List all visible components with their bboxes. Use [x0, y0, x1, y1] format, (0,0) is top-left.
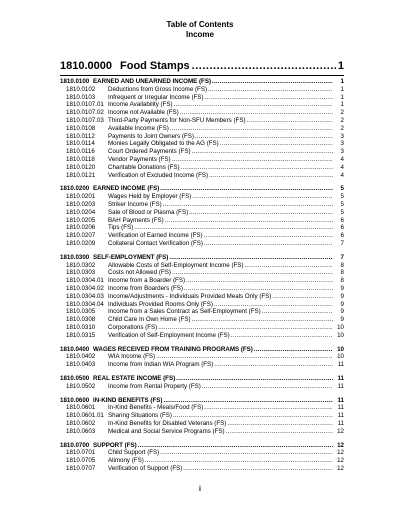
toc-subsection-entry[interactable] [66, 269, 344, 277]
entry-title: SUPPORT (FS) [93, 441, 137, 449]
entry-code: 1810.0603 [66, 427, 96, 435]
entry-page-number: 11 [337, 420, 344, 427]
entry-title: Vendor Payments (FS) [108, 156, 171, 163]
dot-leader [208, 86, 333, 94]
dot-leader [204, 232, 333, 240]
toc-subsection-entry[interactable] [66, 232, 344, 240]
entry-title: Wages Held by Employer (FS) [108, 193, 192, 201]
entry-title: Tips (FS) [108, 224, 134, 232]
entry-title: Income not Available (FS) [108, 109, 179, 117]
entry-title: Available Income (FS) [108, 124, 169, 132]
toc-section-entry[interactable] [60, 78, 344, 86]
main-entry-title: Food Stamps [120, 60, 190, 72]
entry-page-number: 2 [340, 124, 344, 132]
entry-code: 1810.0201 [66, 193, 96, 201]
toc-subsection-entry[interactable] [66, 209, 344, 217]
entry-title: Child Support (FS) [108, 449, 160, 457]
toc-subsection-entry[interactable] [66, 172, 344, 180]
entry-title: Verification of Support (FS) [108, 465, 183, 472]
entry-page-number: 3 [340, 140, 344, 148]
toc-subsection-entry[interactable] [66, 109, 344, 117]
entry-page-number: 9 [340, 308, 344, 316]
toc-subsection-entry[interactable] [66, 353, 344, 361]
toc-subsection-entry[interactable] [66, 449, 344, 457]
entry-page-number: 6 [340, 224, 344, 232]
toc-section-entry[interactable] [60, 397, 344, 405]
toc-subsection-entry[interactable] [66, 240, 344, 248]
toc-subtitle: Income [185, 30, 214, 39]
entry-code: 1810.0118 [66, 156, 95, 163]
dot-leader [212, 78, 333, 86]
dot-leader [192, 316, 333, 324]
toc-subsection-entry[interactable] [66, 140, 344, 148]
entry-page-number: 8 [340, 269, 344, 277]
entry-page-number: 5 [340, 185, 344, 193]
entry-code: 1810.0403 [66, 361, 96, 369]
entry-code: 1810.0107.02 [66, 109, 104, 117]
entry-title: REAL ESTATE INCOME (FS) [93, 375, 176, 382]
entry-code: 1810.0116 [66, 148, 95, 156]
entry-page-number: 9 [340, 285, 344, 292]
entry-page-number: 2 [340, 109, 344, 117]
main-entry-code: 1810.0000 [60, 60, 112, 72]
toc-title: Table of Contents [166, 20, 234, 29]
entry-page-number: 8 [340, 261, 344, 269]
dot-leader [158, 324, 333, 332]
entry-page-number: 11 [337, 412, 344, 420]
entry-code: 1810.0707 [66, 465, 96, 472]
entry-code: 1810.0100 [60, 78, 90, 85]
entry-code: 1810.0701 [66, 449, 96, 457]
entry-title: In-Kind Benefits for Disabled Veterans (FS) [108, 420, 227, 427]
entry-title: Charitable Donations (FS) [108, 163, 180, 171]
dot-leader [183, 465, 333, 473]
entry-code: 1810.0400 [60, 345, 90, 353]
entry-title: Collateral Contact Verification (FS) [108, 240, 203, 247]
entry-title: Deductions from Gross Income (FS) [108, 85, 208, 93]
entry-code: 1810.0103 [66, 93, 96, 101]
toc-section-entry[interactable] [60, 442, 344, 450]
entry-code: 1810.0107.01 [66, 101, 104, 109]
dot-leader [138, 442, 333, 450]
entry-title: Costs not Allowed (FS) [108, 269, 171, 277]
dot-leader [174, 101, 333, 109]
entry-title: Monies Legally Obligated to the AG (FS) [108, 140, 219, 148]
entry-title: Income/Adjustments - Individuals Provided Meals Only (FS) [108, 292, 272, 300]
dot-leader [176, 375, 333, 383]
toc-subsection-entry[interactable] [66, 101, 344, 109]
toc-subsection-entry[interactable] [66, 285, 344, 293]
entry-code: 1810.0205 [66, 216, 96, 224]
entry-page-number: 8 [340, 277, 344, 285]
entry-title: SELF-EMPLOYMENT (FS) [93, 253, 169, 261]
entry-code: 1810.0402 [66, 353, 96, 361]
entry-page-number: 11 [337, 404, 344, 412]
main-entry-page: 1 [337, 60, 344, 72]
entry-title: Income from Indian WIA Program (FS) [108, 361, 214, 369]
entry-code: 1810.0114 [66, 140, 95, 148]
entry-code: 1810.0206 [66, 224, 96, 232]
entry-code: 1810.0310 [66, 324, 96, 331]
entry-title: Verification of Excluded Income (FS) [108, 171, 209, 179]
toc-subsection-entry[interactable] [66, 324, 344, 332]
entry-code: 1810.0602 [66, 420, 96, 427]
dot-leader [214, 301, 333, 309]
toc-subsection-entry[interactable] [66, 164, 344, 172]
dot-leader [192, 193, 333, 201]
dot-leader [172, 269, 333, 277]
entry-title: EARNED AND UNEARNED INCOME (FS) [93, 78, 212, 85]
dot-leader [145, 457, 333, 465]
toc-subsection-entry[interactable] [66, 361, 344, 369]
entry-title: Income Availability (FS) [108, 101, 173, 109]
dot-leader [165, 217, 333, 225]
entry-page-number: 1 [340, 93, 344, 101]
entry-code: 1810.0102 [66, 85, 96, 93]
entry-code: 1810.0302 [66, 261, 96, 269]
entry-page-number: 1 [340, 85, 344, 93]
toc-subsection-entry[interactable] [66, 293, 344, 301]
entry-code: 1810.0204 [66, 208, 96, 216]
dot-leader [186, 277, 333, 285]
entry-page-number: 11 [337, 361, 344, 369]
entry-code: 1810.0500 [60, 375, 90, 382]
entry-title: Income from Boarders (FS) [108, 285, 183, 292]
toc-subsection-entry[interactable] [66, 383, 344, 391]
dot-leader [214, 361, 333, 369]
entry-page-number: 3 [340, 132, 344, 140]
entry-title: Verification of Earned Income (FS) [108, 232, 203, 240]
entry-page-number: 7 [340, 253, 344, 261]
dot-leader [247, 117, 333, 125]
toc-subsection-entry[interactable] [66, 117, 344, 125]
entry-code: 1810.0700 [60, 441, 90, 449]
entry-page-number: 6 [340, 216, 344, 224]
entry-title: Sale of Blood or Plasma (FS) [108, 208, 189, 216]
entry-page-number: 5 [340, 208, 344, 216]
entry-page-number: 12 [337, 449, 344, 457]
entry-title: Court Ordered Payments (FS) [108, 148, 191, 156]
dot-leader [262, 308, 333, 316]
entry-title: Income from a Sales Contract as Self-Employment (FS) [108, 308, 261, 316]
entry-page-number: 9 [340, 316, 344, 324]
page-number: i [199, 486, 201, 493]
entry-code: 1810.0112 [66, 132, 95, 140]
entry-code: 1810.0601 [66, 404, 96, 412]
toc-subsection-entry[interactable] [66, 193, 344, 201]
entry-code: 1810.0303 [66, 269, 96, 277]
entry-code: 1810.0203 [66, 201, 96, 208]
dot-leader [226, 428, 333, 436]
entry-code: 1810.0502 [66, 382, 96, 390]
entry-title: BAH Payments (FS) [108, 216, 164, 224]
entry-title: WIA Income (FS) [108, 353, 156, 361]
entry-code: 1810.0308 [66, 316, 96, 324]
entry-code: 1810.0304.01 [66, 277, 104, 285]
dot-leader [180, 109, 333, 117]
toc-section-entry[interactable] [60, 254, 344, 262]
dot-leader [272, 293, 333, 301]
entry-title: Verification of Self-Employment Income (FS) [108, 331, 230, 339]
entry-title: IN-KIND BENEFITS (FS) [93, 396, 163, 404]
entry-page-number: 6 [340, 232, 344, 240]
entry-code: 1810.0121 [66, 171, 96, 179]
entry-title: Individuals Provided Rooms Only (FS) [108, 300, 213, 308]
dot-leader [189, 209, 333, 217]
entry-page-number: 1 [340, 101, 344, 109]
entry-page-number: 2 [340, 117, 344, 124]
entry-code: 1810.0304.03 [66, 292, 104, 300]
toc-section-entry[interactable] [60, 375, 344, 383]
dot-leader [169, 254, 333, 262]
toc-section-entry[interactable] [60, 346, 344, 354]
dot-leader [195, 133, 333, 141]
toc-subsection-entry[interactable] [66, 125, 344, 133]
dot-leader [204, 404, 333, 412]
toc-subsection-entry[interactable] [66, 277, 344, 285]
dot-leader [163, 397, 333, 405]
entry-page-number: 4 [340, 163, 344, 171]
entry-code: 1810.0108 [66, 124, 96, 132]
entry-title: Infrequent or Irregular Income (FS) [108, 93, 204, 101]
dot-leader [202, 383, 333, 391]
dot-leader [192, 148, 333, 156]
entry-page-number: 10 [337, 331, 344, 339]
dot-leader [163, 201, 333, 209]
dot-leader [160, 185, 333, 193]
toc-subsection-entry[interactable] [66, 301, 344, 309]
toc-subsection-entry[interactable] [66, 156, 344, 164]
entry-page-number: 12 [337, 441, 344, 449]
dot-leader [205, 94, 333, 102]
toc-subsection-entry[interactable] [66, 428, 344, 436]
entry-code: 1810.0315 [66, 331, 96, 339]
toc-subsection-entry[interactable] [66, 412, 344, 420]
dot-leader [173, 412, 333, 420]
entry-title: Allowable Costs of Self-Employment Income (FS) [108, 261, 244, 269]
entry-title: Third-Party Payments for Non-SFU Members (FS) [108, 117, 246, 124]
entry-code: 1810.0600 [60, 396, 90, 404]
toc-subsection-entry[interactable] [66, 465, 344, 473]
entry-page-number: 10 [337, 324, 344, 331]
dot-leader [170, 125, 333, 133]
entry-code: 1810.0304.04 [66, 300, 104, 308]
entry-code: 1810.0304.02 [66, 285, 104, 292]
toc-subsection-entry[interactable] [66, 224, 344, 232]
toc-subsection-entry[interactable] [66, 217, 344, 225]
entry-title: Income from Rental Property (FS) [108, 382, 201, 390]
dot-leader [220, 140, 333, 148]
toc-subsection-entry[interactable] [66, 94, 344, 102]
dot-leader [231, 332, 333, 340]
entry-title: Medical and Social Service Programs (FS) [108, 427, 225, 435]
entry-title: Corporations (FS) [108, 324, 158, 331]
toc-subsection-entry[interactable] [66, 86, 344, 94]
dot-leader [209, 172, 333, 180]
toc-subsection-entry[interactable] [66, 133, 344, 141]
toc-subsection-entry[interactable] [66, 316, 344, 324]
entry-page-number: 1 [340, 78, 344, 85]
entry-page-number: 4 [340, 156, 344, 163]
entry-page-number: 3 [340, 148, 344, 156]
toc-section-entry[interactable] [60, 185, 344, 193]
entry-page-number: 5 [340, 201, 344, 208]
toc-subsection-entry[interactable] [66, 457, 344, 465]
entry-page-number: 7 [340, 240, 344, 247]
entry-page-number: 9 [340, 300, 344, 308]
entry-page-number: 4 [340, 171, 344, 179]
dot-leader [134, 224, 333, 232]
entry-title: Child Care In Own Home (FS) [108, 316, 191, 324]
entry-title: Payments to Joint Owners (FS) [108, 132, 194, 140]
dot-leader [204, 240, 333, 248]
toc-subsection-entry[interactable] [66, 201, 344, 209]
entry-page-number: 11 [337, 375, 344, 382]
toc-subsection-entry[interactable] [66, 262, 344, 270]
entry-title: Alimony (FS) [108, 457, 144, 465]
entry-code: 1810.0200 [60, 185, 90, 193]
dot-leader [227, 420, 333, 428]
entry-title: EARNED INCOME (FS) [93, 185, 160, 193]
entry-page-number: 12 [337, 427, 344, 435]
entry-title: In-Kind Benefits - Meals/Food (FS) [108, 404, 204, 412]
entry-title: WAGES RECEIVED FROM TRAINING PROGRAMS (FS) [93, 345, 253, 353]
entry-page-number: 10 [337, 353, 344, 361]
entry-code: 1810.0305 [66, 308, 96, 316]
entry-code: 1810.0300 [60, 253, 90, 261]
dot-leader [181, 164, 333, 172]
dot-leader [160, 449, 333, 457]
toc-subsection-entry[interactable] [66, 148, 344, 156]
entry-code: 1810.0107.03 [66, 117, 104, 124]
entry-page-number: 11 [337, 396, 344, 404]
entry-title: Income from a Boarder (FS) [108, 277, 186, 285]
toc-subsection-entry[interactable] [66, 308, 344, 316]
entry-code: 1810.0209 [66, 240, 96, 247]
toc-subsection-entry[interactable] [66, 332, 344, 340]
entry-page-number: 11 [337, 382, 344, 390]
entry-page-number: 12 [337, 465, 344, 472]
entry-code: 1810.0120 [66, 163, 96, 171]
entry-title: Striker Income (FS) [108, 201, 162, 208]
dot-leader [172, 156, 333, 164]
toc-subsection-entry[interactable] [66, 420, 344, 428]
dot-leader [245, 262, 334, 270]
entry-page-number: 5 [340, 193, 344, 201]
entry-page-number: 9 [340, 292, 344, 300]
entry-code: 1810.0705 [66, 457, 96, 465]
dot-leader [156, 353, 333, 361]
entry-code: 1810.0207 [66, 232, 96, 240]
toc-subsection-entry[interactable] [66, 404, 344, 412]
entry-title: Sharing Situations (FS) [108, 412, 172, 420]
entry-code: 1810.0601.01 [66, 412, 104, 420]
entry-page-number: 12 [337, 457, 344, 465]
dot-leader [184, 285, 333, 293]
dot-leader [254, 346, 333, 354]
entry-page-number: 10 [337, 345, 344, 353]
